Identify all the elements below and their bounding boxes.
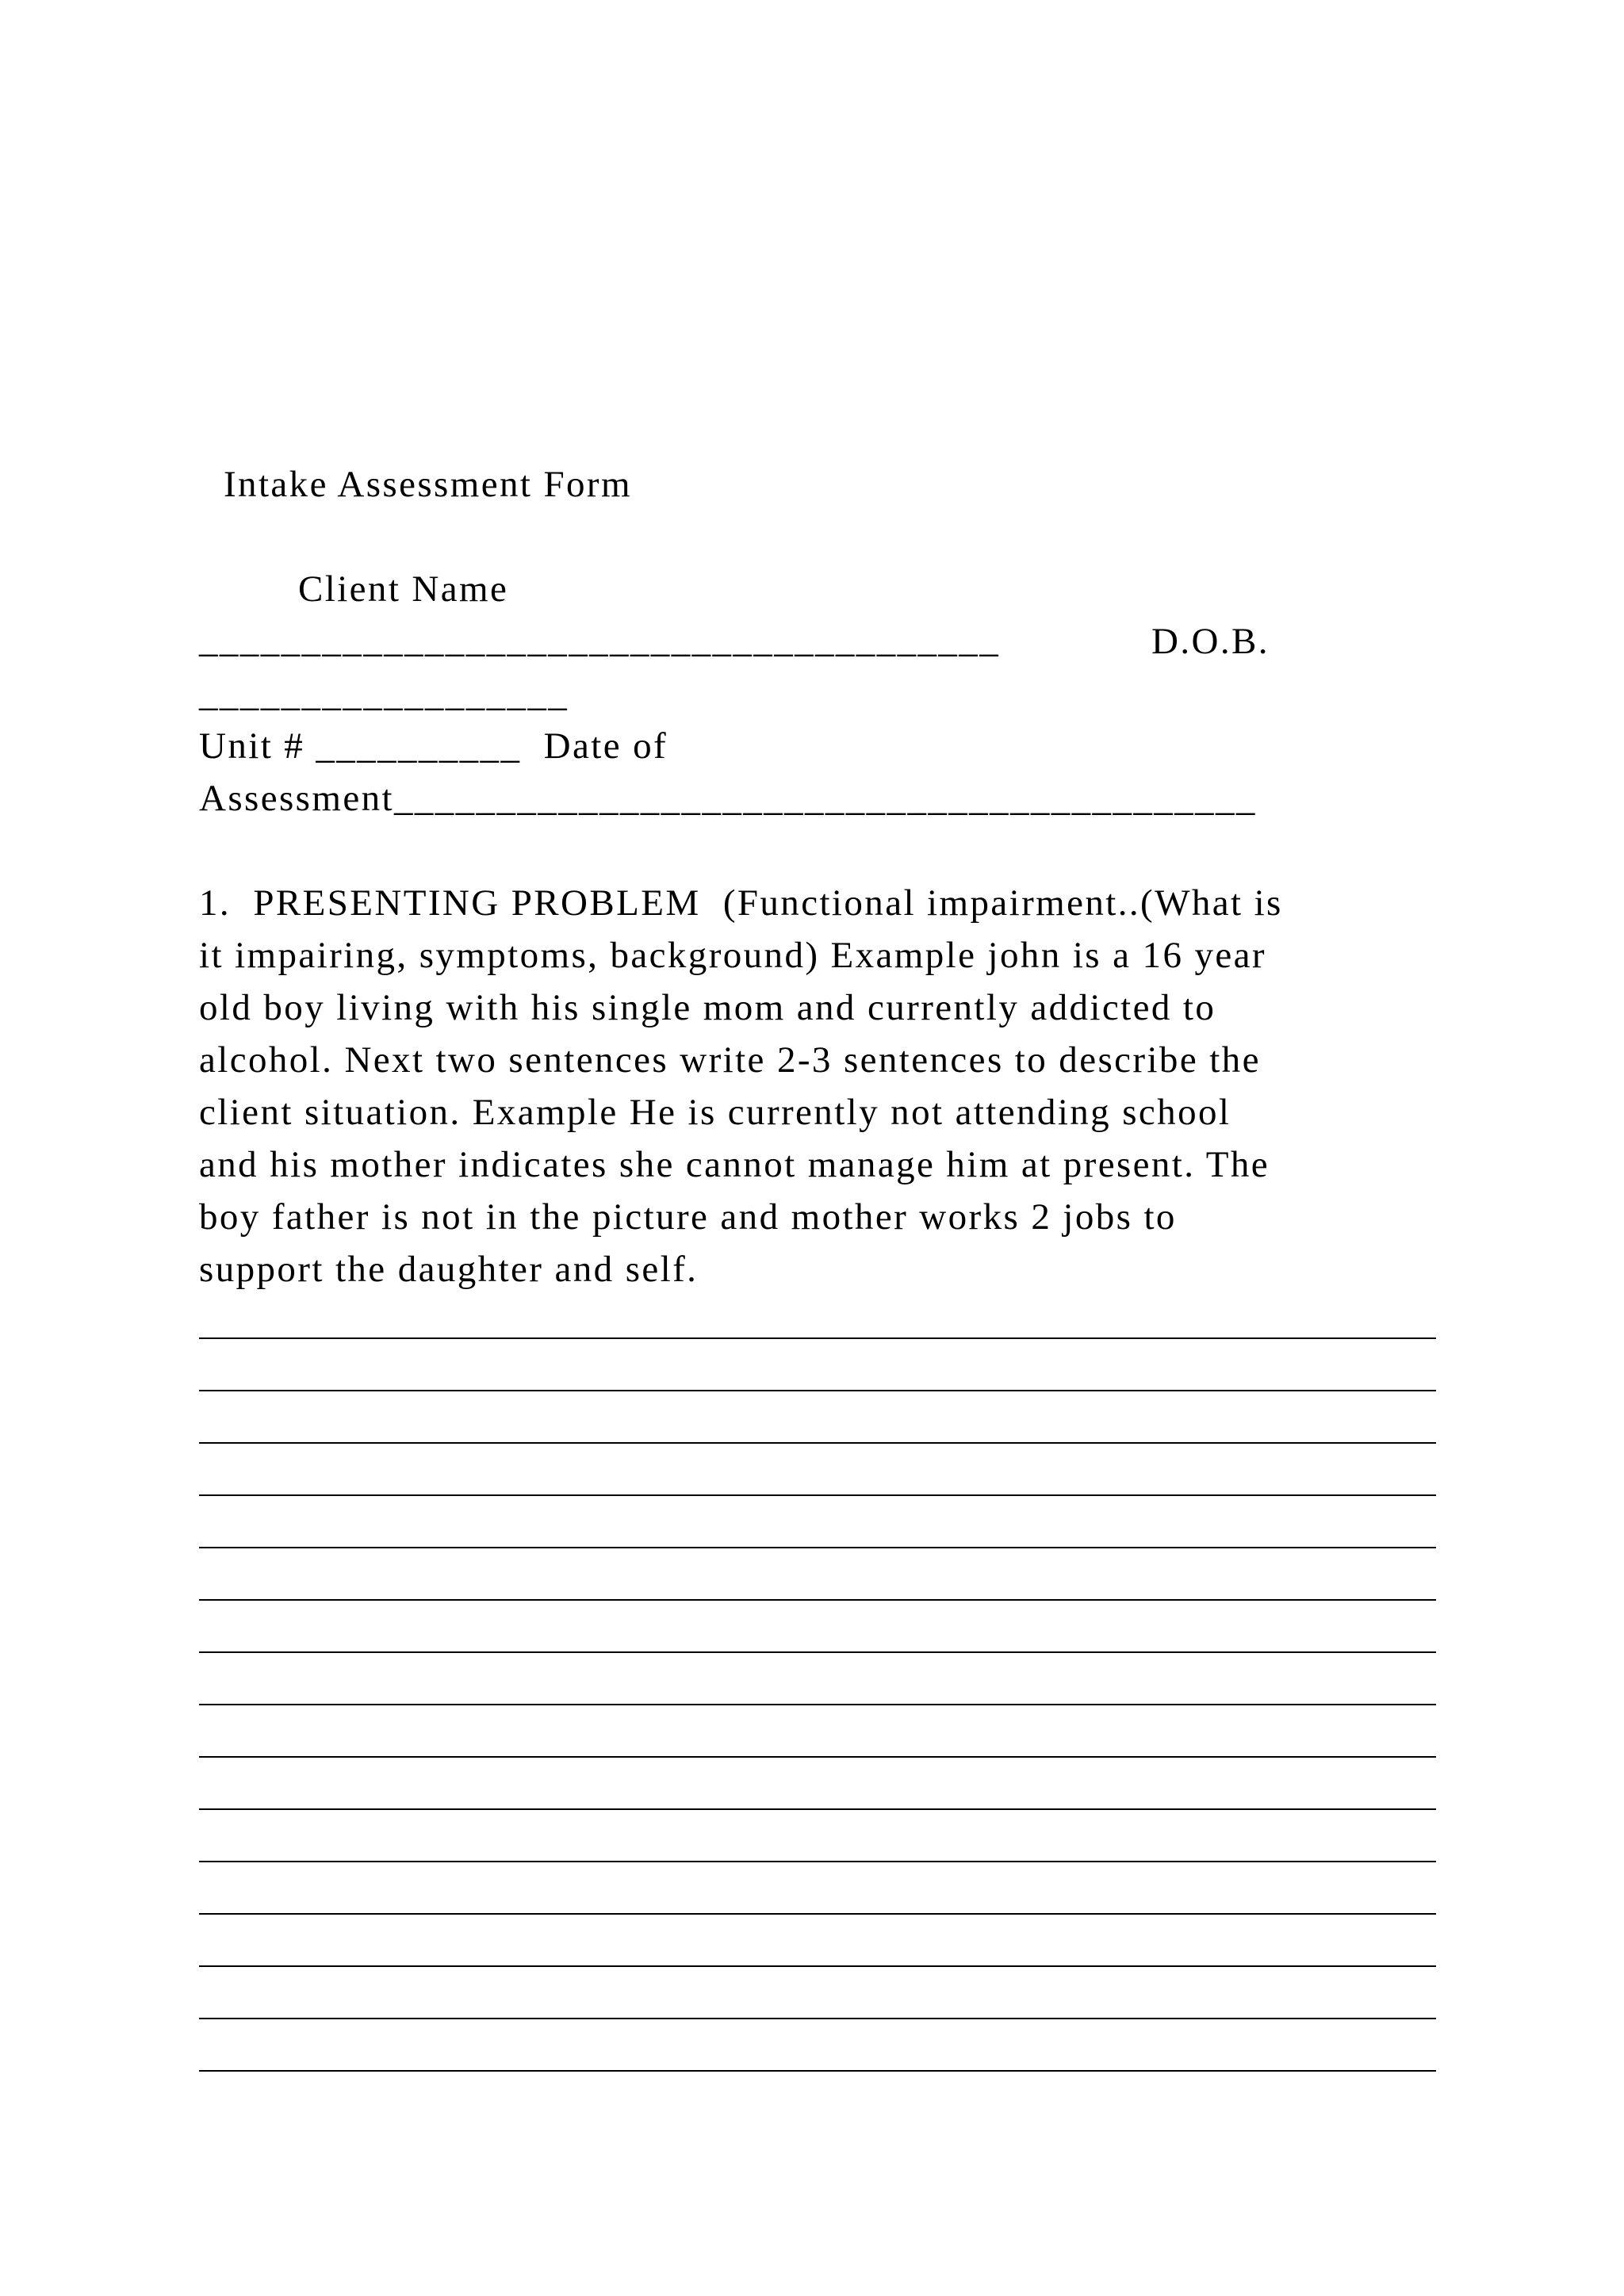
presenting-problem-line: 1. PRESENTING PROBLEM (Functional impairment..(What is [199,882,1283,924]
presenting-problem-line: it impairing, symptoms, background) Example john is a 16 year [199,935,1266,976]
answer-line[interactable] [199,1547,1436,1548]
answer-line[interactable] [199,1913,1436,1915]
answer-line[interactable] [199,1861,1436,1862]
client-name-label: Client Name [298,568,509,610]
answer-line[interactable] [199,1808,1436,1810]
answer-line[interactable] [199,1599,1436,1601]
answer-line[interactable] [199,1337,1436,1339]
presenting-problem-line: client situation. Example He is currently not attending school [199,1092,1231,1133]
presenting-problem-line: boy father is not in the picture and mother works 2 jobs to [199,1196,1177,1238]
presenting-problem-line: and his mother indicates she cannot manage him at present. The [199,1144,1270,1185]
answer-line[interactable] [199,2018,1436,2019]
answer-line[interactable] [199,1704,1436,1705]
answer-line[interactable] [199,1442,1436,1444]
form-title: Intake Assessment Form [224,464,632,505]
dob-field[interactable]: __________________ [199,673,569,714]
date-of-assessment-field[interactable]: Assessment__________________________________________ [199,778,1257,819]
answer-line[interactable] [199,2070,1436,2072]
presenting-problem-line: alcohol. Next two sentences write 2-3 sentences to describe the [199,1039,1261,1081]
answer-line[interactable] [199,1756,1436,1758]
answer-line[interactable] [199,1965,1436,1967]
dob-label: D.O.B. [1151,621,1270,662]
presenting-problem-line: old boy living with his single mom and currently addicted to [199,987,1216,1028]
answer-line[interactable] [199,1390,1436,1391]
unit-and-date-label[interactable]: Unit # __________ Date of [199,725,668,767]
client-name-field[interactable]: _______________________________________ [199,619,1001,660]
answer-line[interactable] [199,1494,1436,1496]
presenting-problem-line: support the daughter and self. [199,1249,699,1290]
answer-line[interactable] [199,1651,1436,1653]
